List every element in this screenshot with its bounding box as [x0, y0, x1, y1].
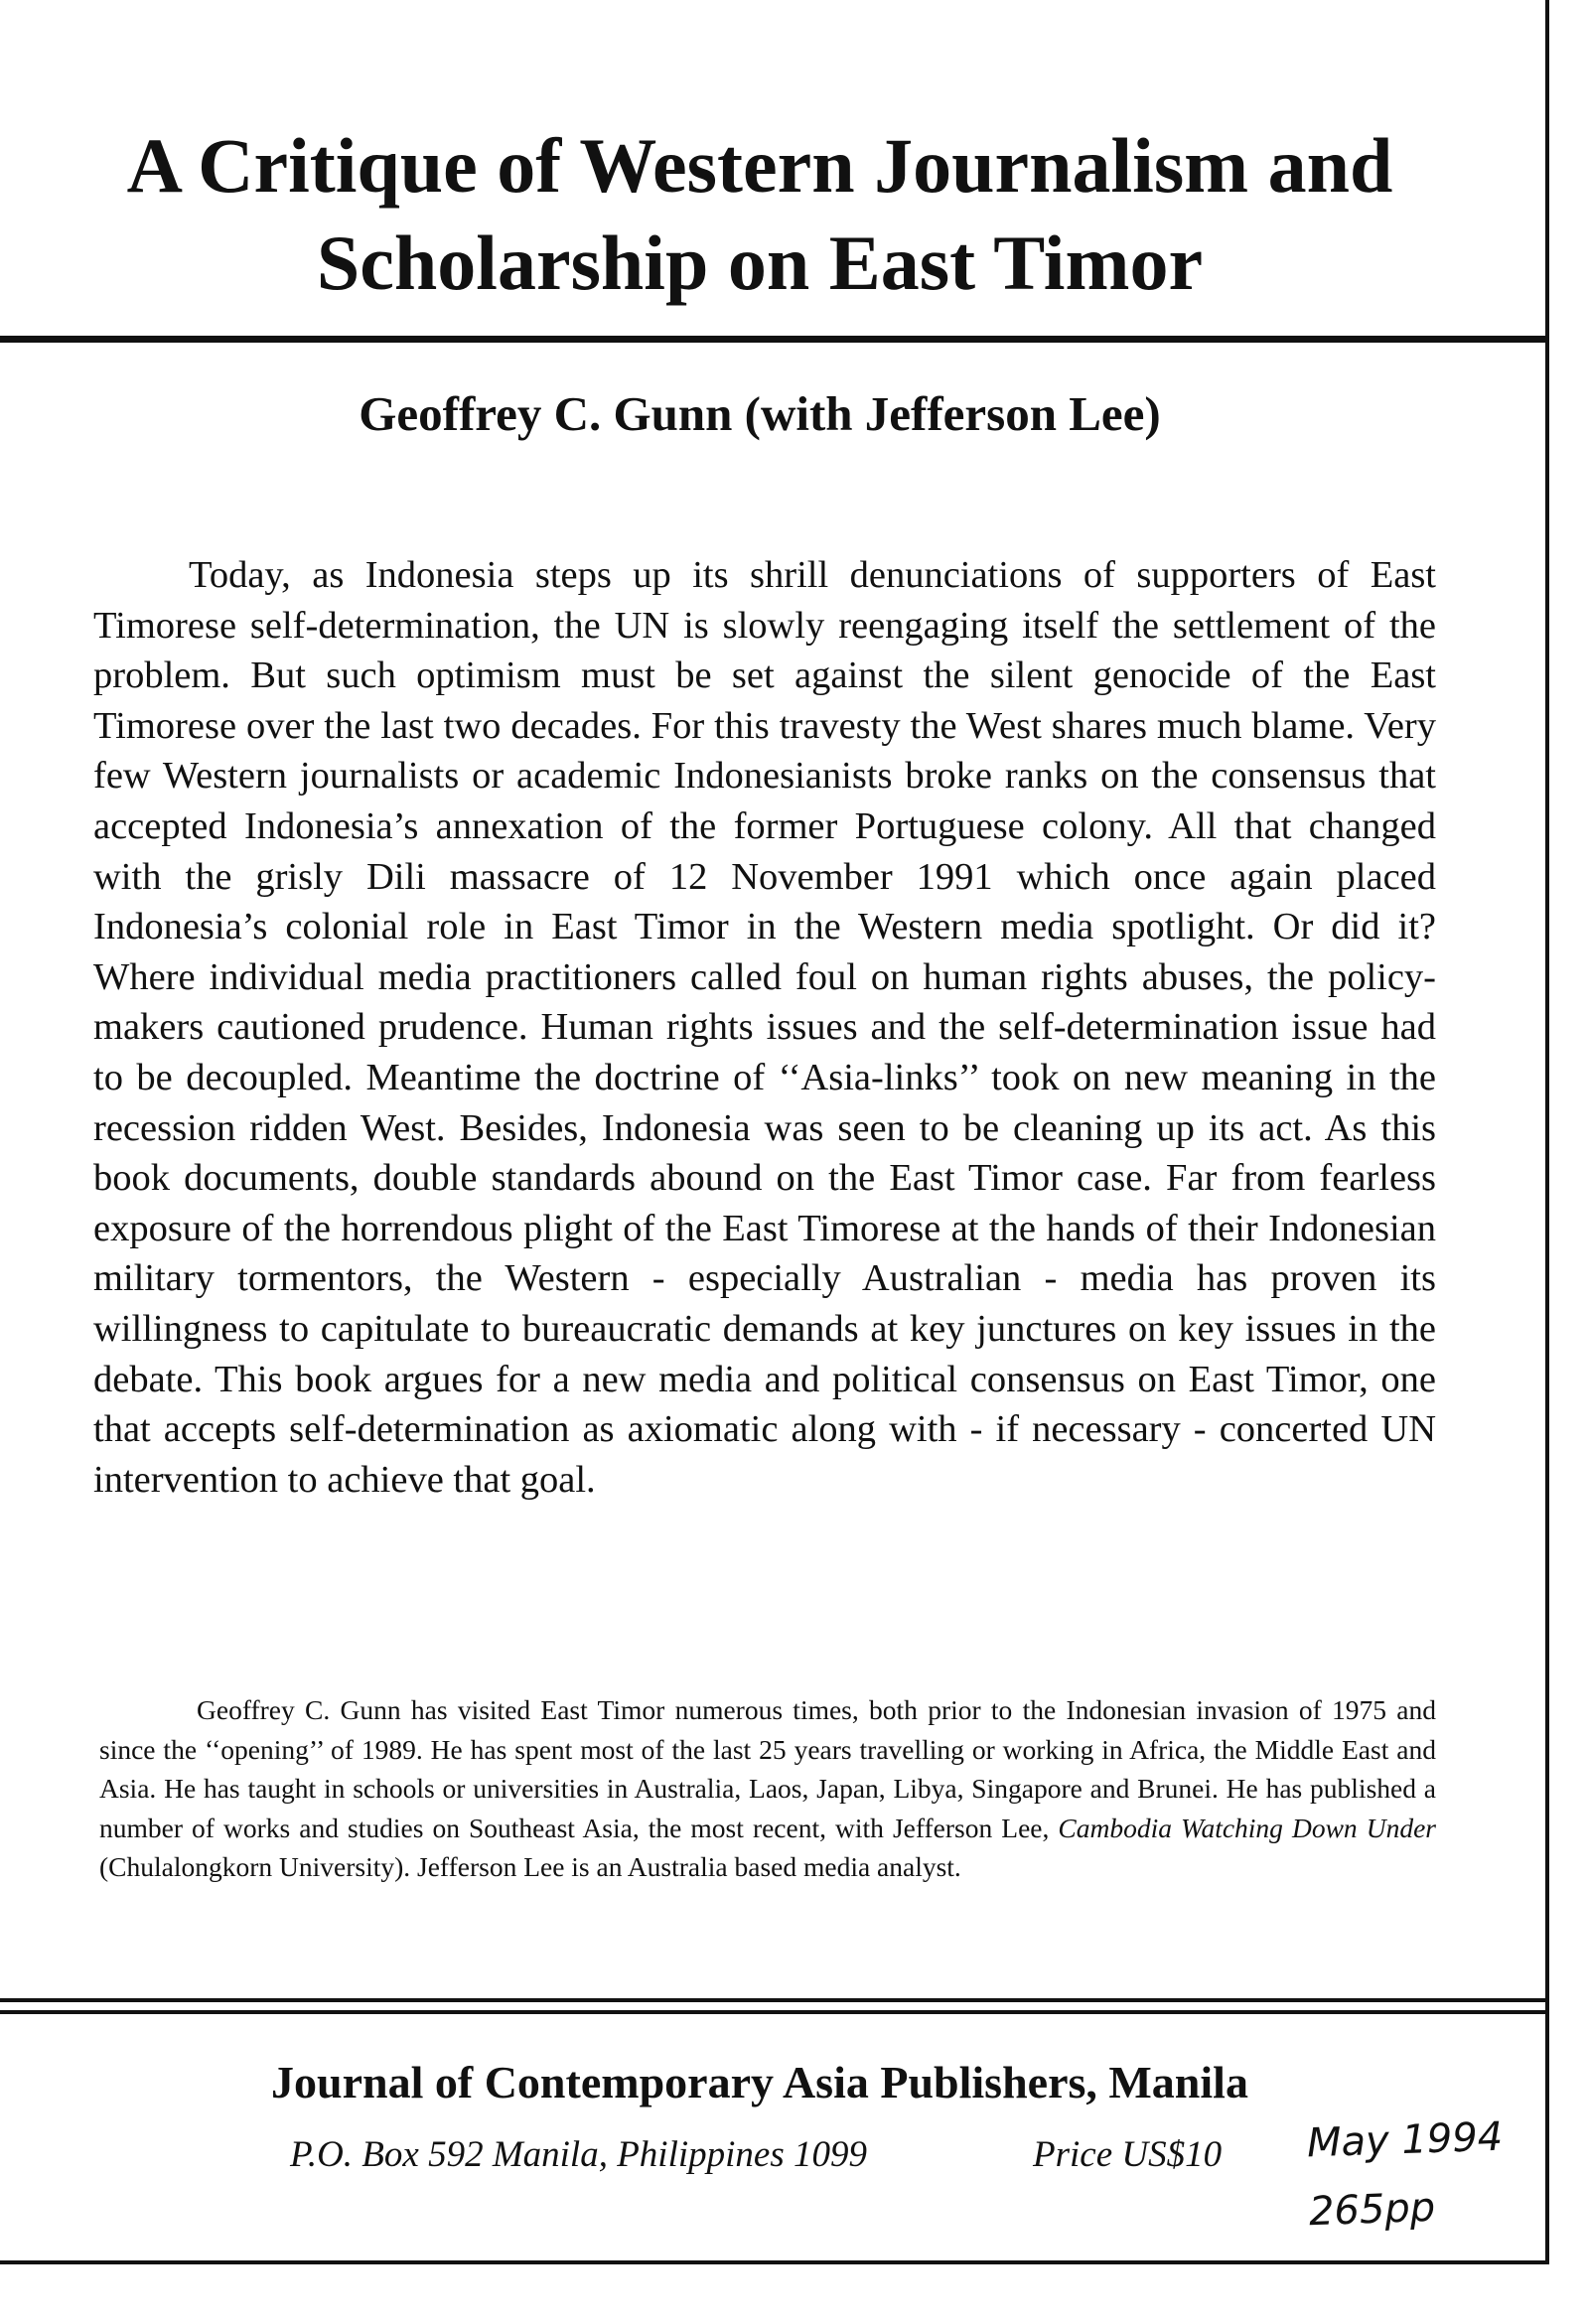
author-line: Geoffrey C. Gunn (with Jefferson Lee)	[359, 386, 1161, 441]
bio-book-title: Cambodia Watching Down Under	[1058, 1812, 1436, 1843]
publisher-address: P.O. Box 592 Manila, Philippines 1099	[290, 2134, 867, 2175]
handwritten-page-count: 265pp	[1308, 2184, 1436, 2236]
publisher-name: Journal of Contemporary Asia Publishers, Manila	[271, 2057, 1248, 2107]
title-divider	[0, 336, 1549, 343]
bio-text-before: Geoffrey C. Gunn has visited East Timor numerous times, both prior to the Indonesian invasion of 1975 and since the ‘‘opening’’ of 1989. He has spent most of the last 25 years travelling or working in Africa, the Middle East and Asia. He has taught in schools or universities in Australia, Laos, Japan, Libya, Singapore and Brunei. He has published a number of works and studies on Southeast Asia, the most recent, with Jefferson Lee,	[99, 1694, 1436, 1843]
footer-divider-bottom	[0, 2010, 1549, 2014]
page-border-bottom	[0, 2260, 1549, 2264]
book-title: A Critique of Western Journalism and Scholarship on East Timor	[126, 122, 1393, 306]
abstract-paragraph: Today, as Indonesia steps up its shrill denunciations of supporters of East Timorese self-determination, the UN is slowly reengaging itself the settlement of the problem. But such optimism must be set against the silent genocide of the East Timorese over the last two decades. For this travesty the West shares much blame. Very few Western journalists or academic Indonesianists broke ranks on the consensus that accepted Indonesia’s annexation of the former Portuguese colony. All that changed with the grisly Dili massacre of 12 November 1991 which once again placed Indonesia’s colonial role in East Timor in the Western media spotlight. Or did it? Where individual media practitioners called foul on human rights abuses, the policy-makers cautioned prudence. Human rights issues and the self-determination issue had to be decoupled. Meantime the doctrine of ‘‘Asia-links’’ took on new meaning in the recession ridden West. Besides, Indonesia was seen to be cleaning up its act. As this book documents, double standards abound on the East Timor case. Far from fearless exposure of the horrendous plight of the East Timorese at the hands of their Indonesian military tormentors, the Western - especially Australian - media has proven its willingness to capitulate to bureaucratic demands at key junctures on key issues in the debate. This book argues for a new media and political consensus on East Timor, one that accepts self-determination as axiomatic along with - if necessary - concerted UN intervention to achieve that goal.	[93, 554, 1436, 1501]
bio-text-after: (Chulalongkorn University). Jefferson Lee is an Australia based media analyst.	[99, 1851, 961, 1882]
price-label: Price US$10	[1033, 2134, 1223, 2175]
footer-divider-top	[0, 1998, 1549, 2002]
handwritten-date: May 1994	[1306, 2113, 1504, 2167]
author-bio	[99, 1690, 1436, 1887]
